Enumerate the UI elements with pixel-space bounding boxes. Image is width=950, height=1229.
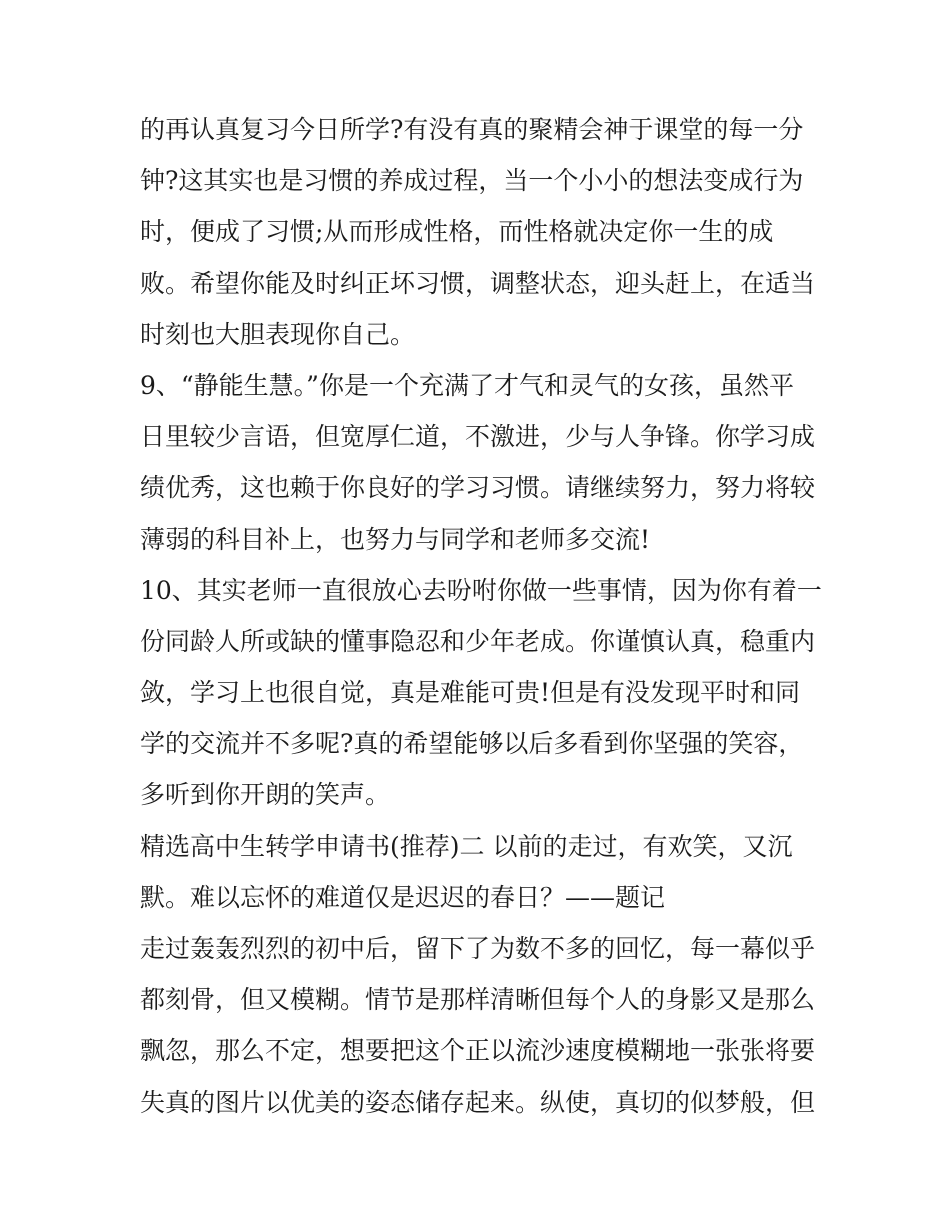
text-line: 日里较少言语，但宽厚仁道，不激进，少与人争锋。你学习成	[140, 422, 816, 452]
document-body	[140, 104, 820, 1128]
text-line: 10、其实老师一直很放心去吩咐你做一些事情，因为你有着一	[140, 575, 822, 605]
text-line: 走过轰轰烈烈的初中后，留下了为数不多的回忆，每一幕似乎	[140, 934, 816, 963]
text-line: 9、“静能生慧。”你是一个充满了才气和灵气的女孩，虽然平	[140, 370, 794, 400]
text-line: 败。希望你能及时纠正坏习惯，调整状态，迎头赶上，在适当	[140, 268, 816, 298]
text-line: 份同龄人所或缺的懂事隐忍和少年老成。你谨慎认真，稳重内	[140, 626, 816, 656]
text-line: 时刻也大胆表现你自己。	[140, 319, 416, 349]
text-line: 飘忽，那么不定，想要把这个正以流沙速度模糊地一张张将要	[140, 1036, 816, 1066]
text-line: 学的交流并不多呢?真的希望能够以后多看到你坚强的笑容，	[140, 729, 804, 759]
text-line: 精选高中生转学申请书(推荐)二 以前的走过，有欢笑，又沉	[140, 831, 793, 861]
text-line: 多听到你开朗的笑声。	[140, 780, 391, 810]
text-line: 时，便成了习惯;从而形成性格，而性格就决定你一生的成	[140, 217, 774, 247]
text-line: 薄弱的科目补上，也努力与同学和老师多交流!	[140, 524, 651, 554]
text-line: 默。难以忘怀的难道仅是迟迟的春日？——题记	[140, 882, 666, 912]
text-line: 失真的图片以优美的姿态储存起来。纵使，真切的似梦般，但	[140, 1087, 816, 1117]
text-line: 都刻骨，但又模糊。情节是那样清晰但每个人的身影又是那么	[140, 985, 816, 1015]
text-line: 敛，学习上也很自觉，真是难能可贵!但是有没发现平时和同	[140, 678, 801, 708]
text-line: 钟?这其实也是习惯的养成过程，当一个小小的想法变成行为	[140, 166, 804, 196]
text-line: 绩优秀，这也赖于你良好的学习习惯。请继续努力，努力将较	[140, 473, 816, 503]
text-line: 的再认真复习今日所学?有没有真的聚精会神于课堂的每一分	[140, 115, 804, 144]
